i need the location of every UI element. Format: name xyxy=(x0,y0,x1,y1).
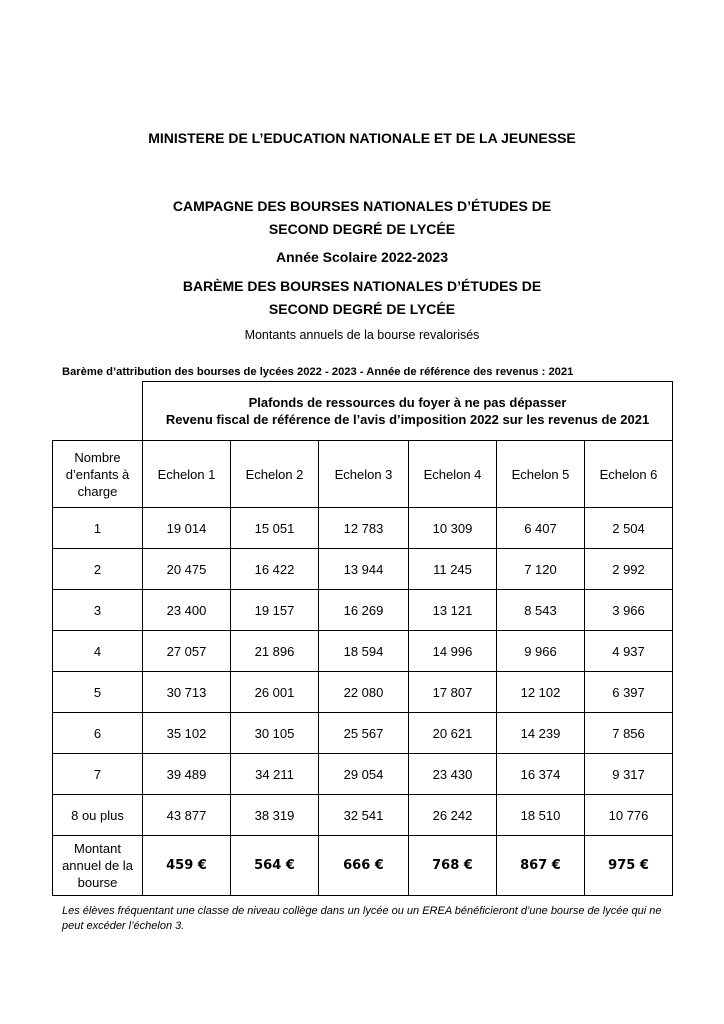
column-header-echelon-6: Echelon 6 xyxy=(585,441,673,508)
table-cell: 15 051 xyxy=(231,508,319,549)
empty-corner-cell xyxy=(53,382,143,441)
amount-row xyxy=(53,836,673,896)
row-label: 8 ou plus xyxy=(53,795,143,836)
column-header-echelon-4: Echelon 4 xyxy=(409,441,497,508)
campaign-title-line2: SECOND DEGRÉ DE LYCÉE xyxy=(268,221,456,237)
footnote: Les élèves fréquentant une classe de niveau collège dans un lycée ou un EREA bénéficieront d’une bourse de lycée qui ne peut excéder l’échelon 3. xyxy=(62,905,662,932)
row-label: 3 xyxy=(53,590,143,631)
table-cell: 16 374 xyxy=(497,754,585,795)
table-row xyxy=(53,631,673,672)
table-cell: 9 966 xyxy=(497,631,585,672)
table-cell: 7 120 xyxy=(497,549,585,590)
amount-cell: 666 € xyxy=(319,836,409,896)
table-cell: 2 504 xyxy=(585,508,673,549)
resource-ceiling-header-line1: Plafonds de ressources du foyer à ne pas dépasser xyxy=(248,395,567,410)
table-caption: Barème d’attribution des bourses de lycées 2022 - 2023 - Année de référence des revenus : 2021 xyxy=(62,366,574,378)
table-cell: 20 621 xyxy=(409,713,497,754)
school-year: Année Scolaire 2022-2023 xyxy=(276,249,448,265)
table-row xyxy=(53,549,673,590)
table-cell: 2 992 xyxy=(585,549,673,590)
table-row xyxy=(53,713,673,754)
table-cell: 26 242 xyxy=(409,795,497,836)
table-row xyxy=(53,795,673,836)
table-cell: 11 245 xyxy=(409,549,497,590)
children-count-header: Nombre d’enfants à charge xyxy=(53,441,143,508)
row-label: 2 xyxy=(53,549,143,590)
table-row xyxy=(53,672,673,713)
row-label: 4 xyxy=(53,631,143,672)
table-cell: 16 422 xyxy=(231,549,319,590)
amount-cell: 867 € xyxy=(497,836,585,896)
bareme-table xyxy=(52,381,673,896)
ministry-title: MINISTERE DE L’EDUCATION NATIONALE ET DE LA JEUNESSE xyxy=(148,130,576,146)
table-cell: 10 309 xyxy=(409,508,497,549)
table-row xyxy=(53,590,673,631)
table-cell: 34 211 xyxy=(231,754,319,795)
table-cell: 19 014 xyxy=(143,508,231,549)
table-cell: 12 783 xyxy=(319,508,409,549)
table-cell: 26 001 xyxy=(231,672,319,713)
column-header-echelon-3: Echelon 3 xyxy=(319,441,409,508)
table-cell: 14 996 xyxy=(409,631,497,672)
table-cell: 27 057 xyxy=(143,631,231,672)
row-label: 7 xyxy=(53,754,143,795)
table-cell: 35 102 xyxy=(143,713,231,754)
bareme-title-line2: SECOND DEGRÉ DE LYCÉE xyxy=(268,301,456,317)
table-cell: 12 102 xyxy=(497,672,585,713)
table-cell: 8 543 xyxy=(497,590,585,631)
table-cell: 17 807 xyxy=(409,672,497,713)
table-cell: 39 489 xyxy=(143,754,231,795)
table-cell: 32 541 xyxy=(319,795,409,836)
table-cell: 14 239 xyxy=(497,713,585,754)
table-cell: 30 105 xyxy=(231,713,319,754)
table-cell: 22 080 xyxy=(319,672,409,713)
table-cell: 43 877 xyxy=(143,795,231,836)
table-cell: 25 567 xyxy=(319,713,409,754)
table-cell: 38 319 xyxy=(231,795,319,836)
table-cell: 7 856 xyxy=(585,713,673,754)
table-cell: 9 317 xyxy=(585,754,673,795)
table-cell: 18 594 xyxy=(319,631,409,672)
amount-cell: 564 € xyxy=(231,836,319,896)
table-cell: 21 896 xyxy=(231,631,319,672)
table-cell: 3 966 xyxy=(585,590,673,631)
row-label: 1 xyxy=(53,508,143,549)
amount-cell: 975 € xyxy=(585,836,673,896)
row-label: 6 xyxy=(53,713,143,754)
table-cell: 10 776 xyxy=(585,795,673,836)
amount-cell: 768 € xyxy=(409,836,497,896)
resource-ceiling-header xyxy=(143,382,673,441)
table-cell: 23 430 xyxy=(409,754,497,795)
column-header-echelon-5: Echelon 5 xyxy=(497,441,585,508)
table-cell: 6 407 xyxy=(497,508,585,549)
column-header-echelon-2: Echelon 2 xyxy=(231,441,319,508)
table-cell: 6 397 xyxy=(585,672,673,713)
row-label: 5 xyxy=(53,672,143,713)
table-cell: 13 944 xyxy=(319,549,409,590)
table-cell: 13 121 xyxy=(409,590,497,631)
table-cell: 20 475 xyxy=(143,549,231,590)
column-header-echelon-1: Echelon 1 xyxy=(143,441,231,508)
table-cell: 16 269 xyxy=(319,590,409,631)
amounts-note: Montants annuels de la bourse revalorisés xyxy=(244,328,480,342)
table-cell: 4 937 xyxy=(585,631,673,672)
campaign-title-line1: CAMPAGNE DES BOURSES NATIONALES D’ÉTUDES DE xyxy=(172,198,552,214)
table-cell: 18 510 xyxy=(497,795,585,836)
bareme-title-line1: BARÈME DES BOURSES NATIONALES D’ÉTUDES DE xyxy=(182,278,542,294)
table-cell: 19 157 xyxy=(231,590,319,631)
table-cell: 23 400 xyxy=(143,590,231,631)
table-row xyxy=(53,754,673,795)
amount-cell: 459 € xyxy=(143,836,231,896)
table-cell: 30 713 xyxy=(143,672,231,713)
table-cell: 29 054 xyxy=(319,754,409,795)
table-row xyxy=(53,508,673,549)
resource-ceiling-header-line2: Revenu fiscal de référence de l’avis d’imposition 2022 sur les revenus de 2021 xyxy=(165,412,650,427)
amount-label: Montant annuel de la bourse xyxy=(53,836,143,896)
